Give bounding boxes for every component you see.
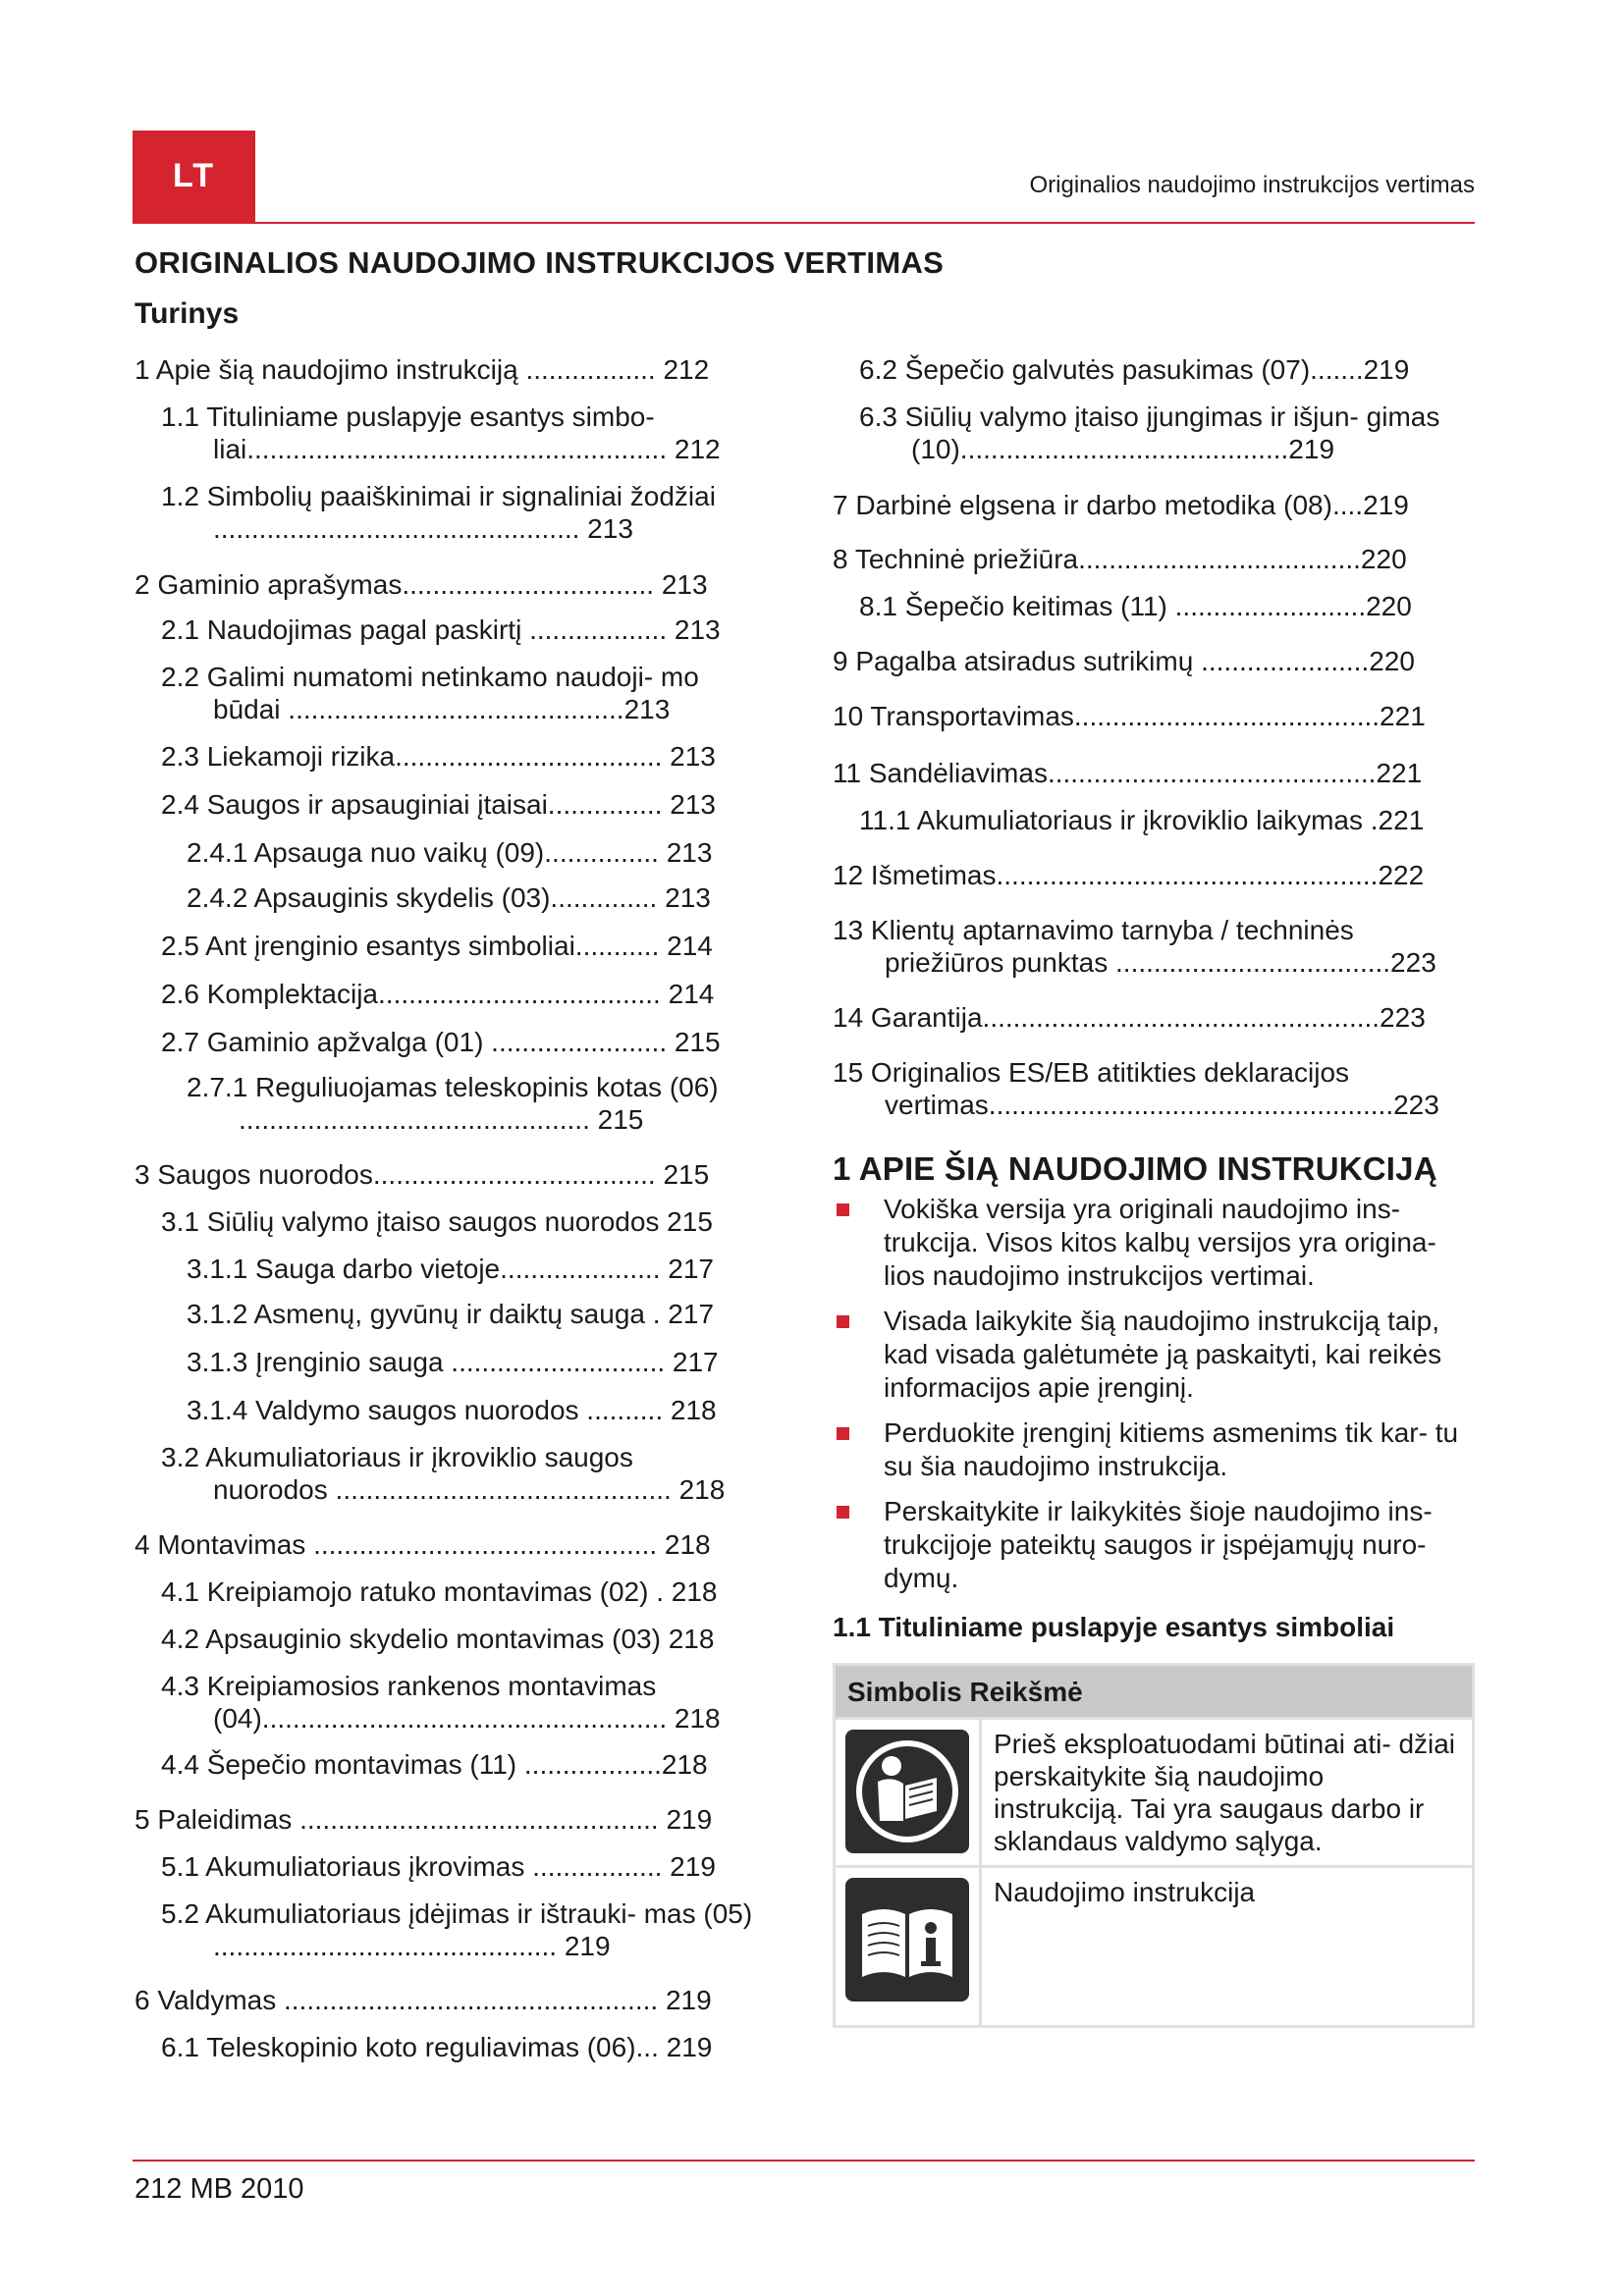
document-title: ORIGINALIOS NAUDOJIMO INSTRUKCIJOS VERTIMAS	[135, 245, 945, 280]
running-header: Originalios naudojimo instrukcijos vertimas	[1029, 172, 1475, 198]
meaning-cell: Prieš eksploatuodami būtinai ati- džiai perskaitykite šią naudojimo instrukciją. Tai yra saugaus darbo ir sklandaus valdymo sąlyga.	[981, 1719, 1474, 1867]
toc-entry[interactable]: 2.6 Komplektacija..................................... 214	[161, 979, 715, 1009]
subsection-heading: 1.1 Tituliniame puslapyje esantys simboliai	[833, 1612, 1395, 1642]
toc-entry[interactable]: 2.4 Saugos ir apsauginiai įtaisai............... 213	[161, 789, 716, 820]
toc-entry[interactable]: 3.1.1 Sauga darbo vietoje..................... 217	[187, 1254, 714, 1284]
toc-entry[interactable]: 14 Garantija....................................................223	[833, 1002, 1426, 1033]
toc-entry[interactable]: 11.1 Akumuliatoriaus ir įkroviklio laikymas .221	[859, 805, 1425, 835]
toc-entry[interactable]: 5.1 Akumuliatoriaus įkrovimas ................. 219	[161, 1851, 716, 1882]
toc-entry[interactable]: 3.1 Siūlių valymo įtaiso saugos nuorodos 215	[161, 1206, 713, 1237]
bullet-list	[833, 1193, 1475, 1595]
bullet-item: Perduokite įrenginį kitiems asmenims tik kar- tu su šia naudojimo instrukcija.	[833, 1416, 1475, 1483]
bullet-square-icon	[837, 1203, 849, 1216]
toc-entry[interactable]: 6.1 Teleskopinio koto reguliavimas (06)... 219	[161, 2032, 713, 2062]
toc-entry[interactable]: 4 Montavimas ............................................. 218	[135, 1529, 711, 1560]
toc-entry[interactable]: 3.1.2 Asmenų, gyvūnų ir daiktų sauga . 217	[187, 1299, 715, 1329]
column-header-meaning: Reikšmė	[969, 1676, 1083, 1707]
toc-title: Turinys	[135, 297, 240, 330]
header-rule	[133, 222, 1475, 224]
language-tab: LT	[133, 131, 255, 222]
toc-entry[interactable]: 2.1 Naudojimas pagal paskirtį .................. 213	[161, 614, 721, 645]
bullet-square-icon	[837, 1506, 849, 1519]
bullet-square-icon	[837, 1315, 849, 1328]
toc-entry[interactable]: 3.1.3 Įrenginio sauga ............................ 217	[187, 1347, 719, 1377]
toc-entry[interactable]: 2 Gaminio aprašymas................................. 213	[135, 569, 708, 600]
right-column	[833, 353, 1475, 2028]
toc-entry[interactable]: 2.4.1 Apsauga nuo vaikų (09)............... 213	[187, 837, 713, 868]
toc-entry[interactable]: 4.2 Apsauginio skydelio montavimas (03) 218	[161, 1624, 715, 1654]
table-row	[835, 1719, 1474, 1867]
toc-entry[interactable]: 4.3 Kreipiamosios rankenos montavimas (04)..................................................... 218	[161, 1671, 721, 1734]
manual-info-icon	[845, 1878, 969, 2002]
table-header	[835, 1665, 1474, 1719]
toc-entry[interactable]: 2.3 Liekamoji rizika................................... 213	[161, 741, 716, 772]
toc-entry[interactable]: 13 Klientų aptarnavimo tarnyba / techninės priežiūros punktas ....................................223	[833, 915, 1436, 978]
toc-entry[interactable]: 10 Transportavimas........................................221	[833, 701, 1426, 731]
toc-entry[interactable]: 12 Išmetimas..................................................222	[833, 860, 1425, 890]
toc-entry[interactable]: 15 Originalios ES/EB atitikties deklaracijos vertimas.....................................................223	[833, 1057, 1439, 1120]
toc-entry[interactable]: 2.7.1 Reguliuojamas teleskopinis kotas (06) .............................................. 215	[187, 1072, 719, 1135]
bullet-square-icon	[837, 1427, 849, 1440]
toc-entry[interactable]: 5 Paleidimas ............................................... 219	[135, 1804, 713, 1835]
table-row	[835, 1867, 1474, 2027]
toc-entry[interactable]: 6.2 Šepečio galvutės pasukimas (07).......219	[859, 354, 1410, 385]
bullet-item: Perskaitykite ir laikykitės šioje naudojimo ins- trukcijoje pateiktų saugos ir įspėjamųjų nuro- dymų.	[833, 1495, 1475, 1595]
toc-entry[interactable]: 2.4.2 Apsauginis skydelis (03).............. 213	[187, 882, 711, 913]
toc-entry[interactable]: 2.7 Gaminio apžvalga (01) ....................... 215	[161, 1027, 721, 1057]
toc-entry[interactable]: 8.1 Šepečio keitimas (11) .........................220	[859, 591, 1412, 621]
toc-entry[interactable]: 1.2 Simbolių paaiškinimai ir signaliniai žodžiai ................................................ 213	[161, 481, 716, 544]
toc-entry[interactable]: 1 Apie šią naudojimo instrukciją ................. 212	[135, 354, 710, 385]
toc-entry[interactable]: 5.2 Akumuliatoriaus įdėjimas ir ištrauki- mas (05) ............................................. 219	[161, 1898, 753, 1961]
toc-entry[interactable]: 2.5 Ant įrenginio esantys simboliai........... 214	[161, 931, 713, 961]
read-manual-icon	[845, 1730, 969, 1853]
toc-entry[interactable]: 6 Valdymas ................................................. 219	[135, 1985, 712, 2015]
toc-entry[interactable]: 1.1 Tituliniame puslapyje esantys simbo- liai....................................................... 212	[161, 401, 721, 464]
toc-entry[interactable]: 11 Sandėliavimas...........................................221	[833, 758, 1423, 788]
toc-entry[interactable]: 6.3 Siūlių valymo įtaiso įjungimas ir išjun- gimas (10)...........................................219	[859, 401, 1440, 464]
toc-entry[interactable]: 4.1 Kreipiamojo ratuko montavimas (02) . 218	[161, 1576, 718, 1607]
footer-rule	[133, 2160, 1475, 2162]
meaning-cell: Naudojimo instrukcija	[981, 1867, 1474, 2027]
toc-entry[interactable]: 8 Techninė priežiūra.....................................220	[833, 544, 1407, 574]
symbols-table	[833, 1663, 1475, 2028]
symbol-cell	[835, 1719, 981, 1867]
table-header-row	[835, 1665, 1474, 1719]
bullet-item: Visada laikykite šią naudojimo instrukciją taip, kad visada galėtumėte ją paskaityti, kai reikės informacijos apie įrenginį.	[833, 1305, 1475, 1405]
toc-entry[interactable]: 3.2 Akumuliatoriaus ir įkroviklio saugos nuorodos ............................................ 218	[161, 1442, 726, 1505]
section-heading: 1 APIE ŠIĄ NAUDOJIMO INSTRUKCIJĄ	[833, 1150, 1437, 1187]
toc-entry[interactable]: 7 Darbinė elgsena ir darbo metodika (08)....219	[833, 490, 1409, 520]
toc-entry[interactable]: 2.2 Galimi numatomi netinkamo naudoji- mo būdai ............................................213	[161, 662, 699, 724]
bullet-item: Vokiška versija yra originali naudojimo ins- trukcija. Visos kitos kalbų versijos yra origina- lios naudojimo instrukcijos vertimai.	[833, 1193, 1475, 1293]
toc-entry[interactable]: 3 Saugos nuorodos..................................... 215	[135, 1159, 710, 1190]
toc-entry[interactable]: 4.4 Šepečio montavimas (11) ..................218	[161, 1749, 708, 1780]
toc-entry[interactable]: 3.1.4 Valdymo saugos nuorodos .......... 218	[187, 1395, 717, 1425]
toc-entry[interactable]: 9 Pagalba atsiradus sutrikimų ......................220	[833, 646, 1415, 676]
page-footer: 212 MB 2010	[135, 2173, 304, 2205]
column-header-symbol: Simbolis	[847, 1676, 962, 1707]
symbol-cell	[835, 1867, 981, 2027]
toc-left-column	[135, 353, 753, 2063]
